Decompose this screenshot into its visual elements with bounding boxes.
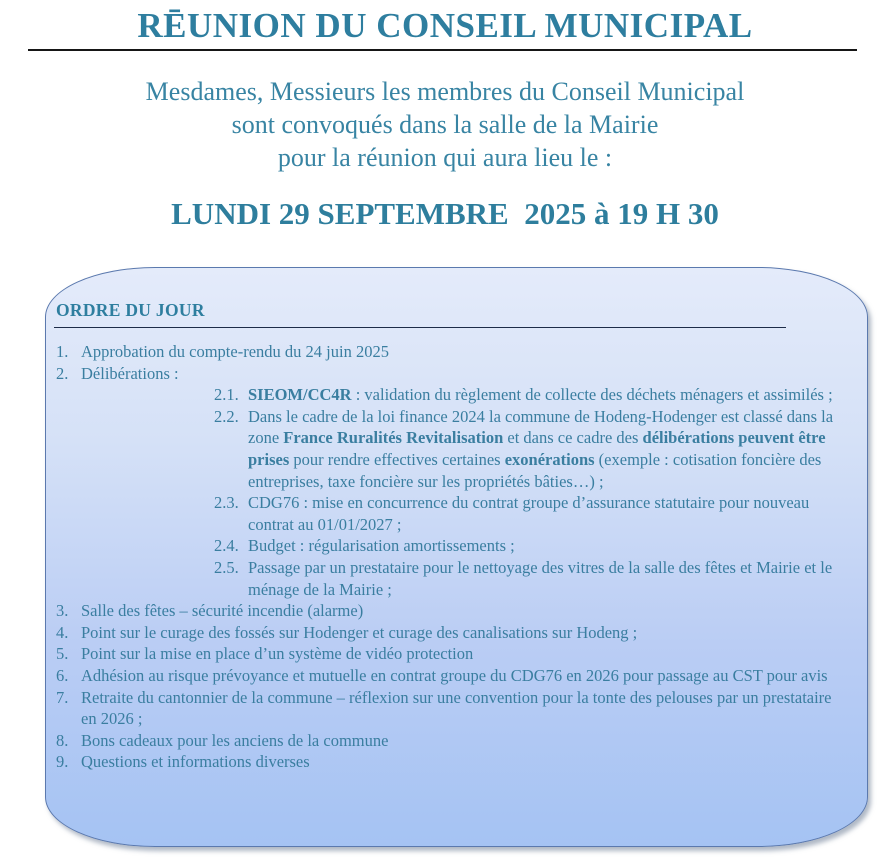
intro-line-3: pour la réunion qui aura lieu le : <box>277 143 613 172</box>
agenda-item-number: 4. <box>56 622 69 642</box>
agenda-item <box>214 406 843 492</box>
intro-paragraph <box>0 75 890 174</box>
agenda-item-number: 2.2. <box>214 406 239 426</box>
agenda-item-text: Dans le cadre de la loi finance 2024 la commune de Hodeng-Hodenger est classé dans la zone France Ruralités Revitalisation et dans ce cadre des délibérations peuvent être prises pour rendre effectives certaines exonérations (exemple : cotisation foncière des entreprises, taxe foncière sur les propriétés bâties…) ; <box>248 406 834 491</box>
agenda-item <box>214 492 843 535</box>
agenda-item-number: 7. <box>56 687 69 707</box>
agenda-item-number: 2.5. <box>214 557 239 577</box>
agenda-item-number: 2. <box>56 363 69 383</box>
agenda-item-text: SIEOM/CC4R : validation du règlement de collecte des déchets ménagers et assimilés ; <box>248 385 833 405</box>
agenda-item-text: Adhésion au risque prévoyance et mutuelle en contrat groupe du CDG76 en 2026 pour passage au CST pour avis <box>81 665 828 685</box>
agenda-item <box>56 600 843 622</box>
agenda-item <box>56 751 843 773</box>
agenda-item-text: Bons cadeaux pour les anciens de la commune <box>81 730 389 750</box>
agenda-item-number: 9. <box>56 752 69 772</box>
agenda-item <box>56 665 843 687</box>
agenda-item-number: 5. <box>56 644 69 664</box>
agenda-item <box>214 384 843 406</box>
agenda-item-text: Salle des fêtes – sécurité incendie (alarme) <box>81 601 364 621</box>
agenda-item-number: 3. <box>56 601 69 621</box>
agenda-item <box>214 557 843 600</box>
agenda-item-number: 8. <box>56 730 69 750</box>
agenda-item-number: 6. <box>56 665 69 685</box>
agenda-item <box>56 730 843 752</box>
agenda-item <box>56 363 843 385</box>
agenda-item-number: 2.1. <box>214 385 239 405</box>
intro-line-1: Mesdames, Messieurs les membres du Conseil Municipal <box>145 77 745 106</box>
agenda-item <box>56 341 843 363</box>
agenda-item-number: 2.3. <box>214 493 239 513</box>
agenda-item-text: Questions et informations diverses <box>81 752 310 772</box>
agenda-item-text: CDG76 : mise en concurrence du contrat groupe d’assurance statutaire pour nouveau contrat au 01/01/2027 ; <box>248 493 810 534</box>
agenda-item-number: 2.4. <box>214 536 239 556</box>
agenda-list <box>54 341 843 773</box>
document-page <box>0 6 890 863</box>
agenda-item-text: Approbation du compte-rendu du 24 juin 2025 <box>81 342 389 361</box>
title-divider <box>28 49 857 51</box>
agenda-item <box>56 687 843 730</box>
page-title: RĒUNION DU CONSEIL MUNICIPAL <box>137 6 753 45</box>
agenda-item-text: Passage par un prestataire pour le nettoyage des vitres de la salle des fêtes et Mairie et le ménage de la Mairie ; <box>248 557 833 599</box>
agenda-item-text: Point sur la mise en place d’un système de vidéo protection <box>81 644 474 664</box>
meeting-date: LUNDI 29 SEPTEMBRE 2025 à 19 H 30 <box>171 196 719 231</box>
agenda-heading: ORDRE DU JOUR <box>54 300 786 328</box>
agenda-item <box>56 622 843 644</box>
agenda-item-text: Point sur le curage des fossés sur Hodenger et curage des canalisations sur Hodeng ; <box>81 622 638 642</box>
agenda-box <box>45 267 868 847</box>
agenda-item-text: Budget : régularisation amortissements ; <box>248 536 515 556</box>
agenda-item-text: Délibérations : <box>81 363 179 383</box>
agenda-item-text: Retraite du cantonnier de la commune – réflexion sur une convention pour la tonte des pelouses par un prestataire en 2026 ; <box>81 687 832 729</box>
intro-line-2: sont convoqués dans la salle de la Mairie <box>231 110 659 139</box>
agenda-item <box>56 643 843 665</box>
agenda-item-number: 1. <box>56 342 69 361</box>
agenda-item <box>214 535 843 557</box>
